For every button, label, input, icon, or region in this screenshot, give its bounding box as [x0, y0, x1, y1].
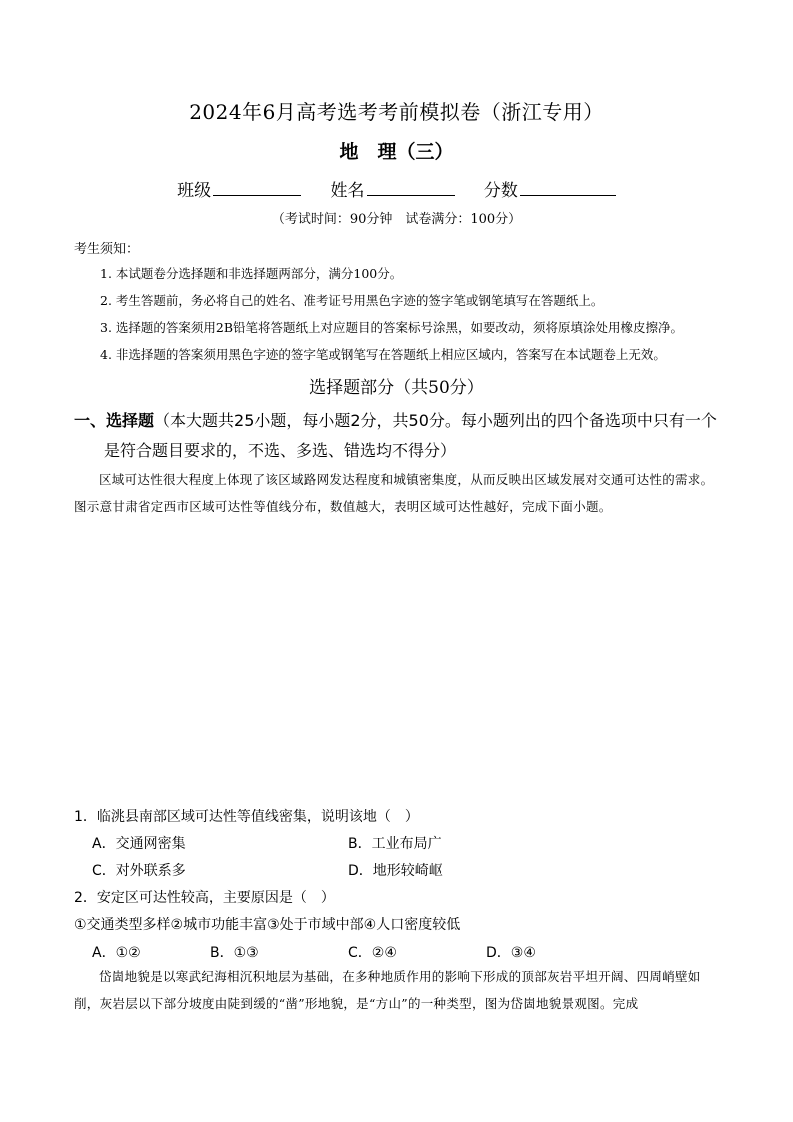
notice-item: 4. 非选择题的答案须用黑色字迹的签字笔或钢笔写在答题纸上相应区域内，答案写在本试题卷上无效。 — [100, 347, 666, 362]
score-field[interactable] — [484, 176, 616, 201]
student-info-row — [0, 176, 793, 201]
notice-heading: 考生须知： — [74, 242, 140, 257]
exam-title: 2024年6月高考选考考前模拟卷（浙江专用） — [189, 100, 604, 124]
instruction-text: （本大题共25小题，每小题2分，共50分。每小题列出的四个备选项中只有一个 — [154, 411, 717, 430]
instruction-prefix: 一、选择题 — [74, 411, 155, 430]
question-1-option-a[interactable]: A．交通网密集 — [92, 836, 186, 852]
figure-placeholder — [74, 530, 722, 790]
score-blank — [520, 179, 616, 196]
passage-1-line2: 的需求。图示意甘肃省定西市区域可达性等值线分布，数值越大，表明区域可达性越好，完成下面小题。 — [74, 472, 714, 514]
question-2-option-c[interactable]: C．②④ — [348, 945, 397, 961]
name-label: 姓名 — [330, 181, 365, 201]
class-field[interactable] — [177, 176, 301, 201]
passage-2 — [74, 963, 722, 1017]
class-blank — [213, 179, 301, 196]
notice-item: 2. 考生答题前，务必将自己的姓名、准考证号用黑色字迹的签字笔或钢笔填写在答题纸上。 — [100, 293, 604, 308]
question-2-option-a[interactable]: A．①② — [92, 945, 141, 961]
question-1-option-d[interactable]: D．地形较崎岖 — [348, 863, 443, 879]
instruction-line2: 是符合题目要求的，不选、多选、错选均不得分） — [104, 441, 457, 460]
passage-1 — [74, 466, 722, 520]
score-label: 分数 — [483, 181, 518, 201]
question-1-option-c[interactable]: C．对外联系多 — [92, 863, 186, 879]
question-1-option-b[interactable]: B．工业布局广 — [348, 836, 442, 852]
question-2-option-d[interactable]: D．③④ — [486, 945, 536, 961]
subject-title: 地 理（三） — [339, 141, 454, 163]
name-field[interactable] — [331, 176, 455, 201]
notice-item: 3. 选择题的答案须用2B铅笔将答题纸上对应题目的答案标号涂黑，如要改动，须将原填涂处用橡皮擦净。 — [100, 320, 684, 335]
section-title: 选择题部分（共50分） — [309, 378, 484, 398]
passage-1-line1: 区域可达性很大程度上体现了该区域路网发达程度和城镇密集度，从而反映出区域发展对交通可达性 — [99, 472, 663, 487]
notice-item: 1. 本试题卷分选择题和非选择题两部分，满分100分。 — [100, 266, 403, 281]
name-blank — [367, 179, 455, 196]
question-2-option-b[interactable]: B．①③ — [210, 945, 259, 961]
exam-info: （考试时间：90分钟 试卷满分：100分） — [271, 212, 522, 227]
section-instruction — [74, 406, 734, 466]
question-1-stem: 1．临洮县南部区域可达性等值线密集，说明该地（ ） — [74, 809, 419, 825]
question-2-choices: ①交通类型多样②城市功能丰富③处于市域中部④人口密度较低 — [74, 917, 461, 933]
passage-2-line2: 峭壁如削，灰岩层以下部分坡度由陡到缓的“凿”形地貌，是“方山”的一种类型，图为岱崮地貌景观图。完成 — [74, 969, 701, 1011]
question-2-stem: 2．安定区可达性较高，主要原因是（ ） — [74, 890, 335, 906]
passage-2-line1: 岱崮地貌是以寒武纪海相沉积地层为基础，在多种地质作用的影响下形成的顶部灰岩平坦开阔、四周 — [99, 969, 663, 984]
class-label: 班级 — [177, 181, 212, 201]
